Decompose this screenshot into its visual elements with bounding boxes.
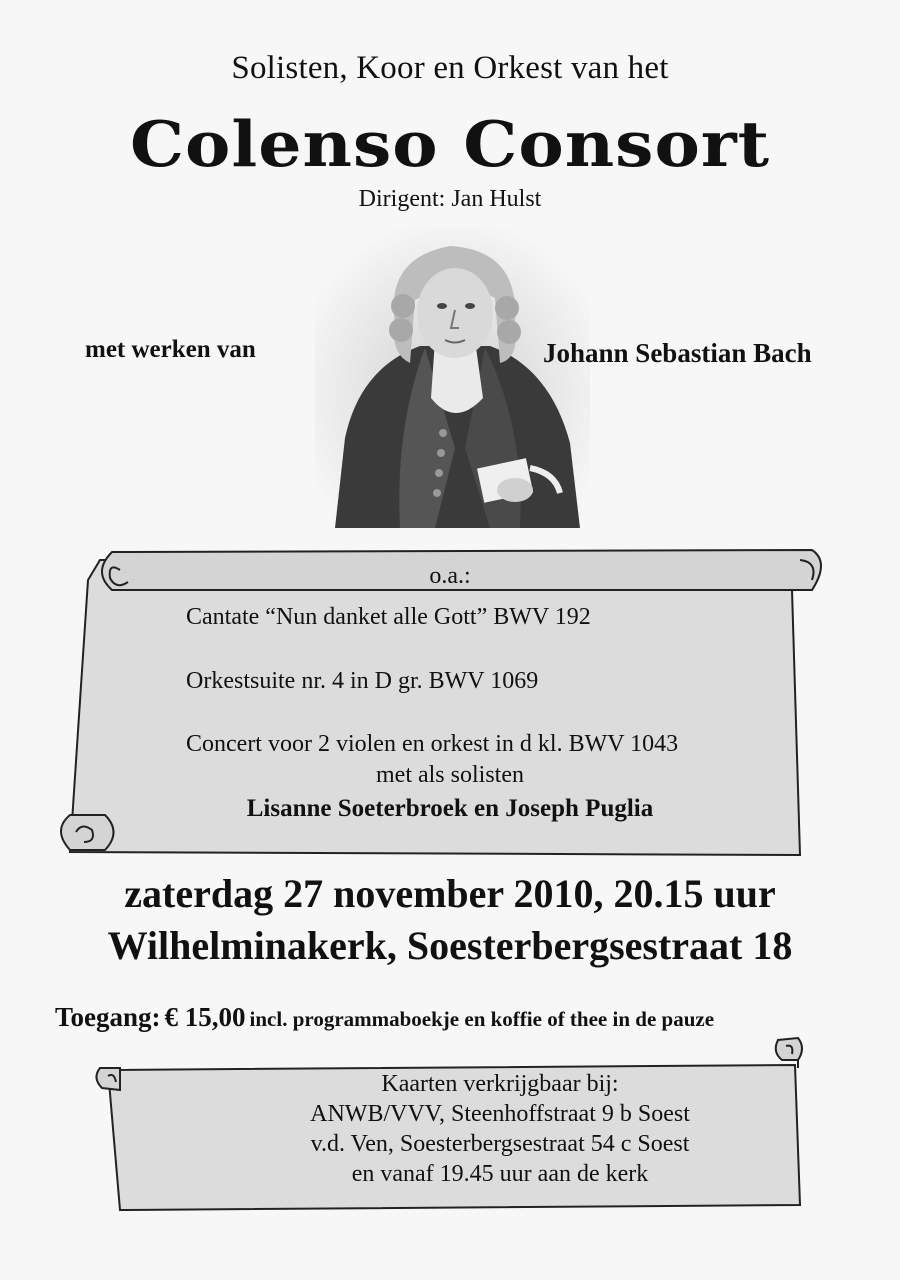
tickets-outlet-2: v.d. Ven, Soesterbergsestraat 54 c Soest <box>310 1131 690 1157</box>
program-work-3: Concert voor 2 violen en orkest in d kl. BWV 1043 <box>186 731 679 757</box>
ensemble-name: Colenso Consort <box>129 108 771 182</box>
admission-price: € 15,00 <box>164 1002 246 1032</box>
tickets-outlet-1: ANWB/VVV, Steenhoffstraat 9 b Soest <box>310 1101 690 1127</box>
admission-label: Toegang: <box>55 1002 161 1032</box>
admission-includes: incl. programmaboekje en koffie of thee in de pauze <box>249 1007 715 1031</box>
composer-name: Johann Sebastian Bach <box>543 338 812 368</box>
poster-heading: Solisten, Koor en Orkest van het <box>231 50 669 86</box>
program-work-2: Orkestsuite nr. 4 in D gr. BWV 1069 <box>186 668 539 694</box>
event-date-time: zaterdag 27 november 2010, 20.15 uur <box>124 871 776 916</box>
tickets-door-sale: en vanaf 19.45 uur aan de kerk <box>351 1161 649 1187</box>
soloists-intro: met als solisten <box>376 762 524 788</box>
with-works-label: met werken van <box>85 336 256 363</box>
conductor: Dirigent: Jan Hulst <box>358 186 542 212</box>
soloists-names: Lisanne Soeterbroek en Joseph Puglia <box>246 795 654 822</box>
program-work-1: Cantate “Nun danket alle Gott” BWV 192 <box>186 604 591 630</box>
admission-line <box>55 1002 714 1033</box>
program-intro: o.a.: <box>429 563 471 589</box>
event-venue: Wilhelminakerk, Soesterbergsestraat 18 <box>107 923 793 968</box>
tickets-heading: Kaarten verkrijgbaar bij: <box>381 1071 619 1097</box>
